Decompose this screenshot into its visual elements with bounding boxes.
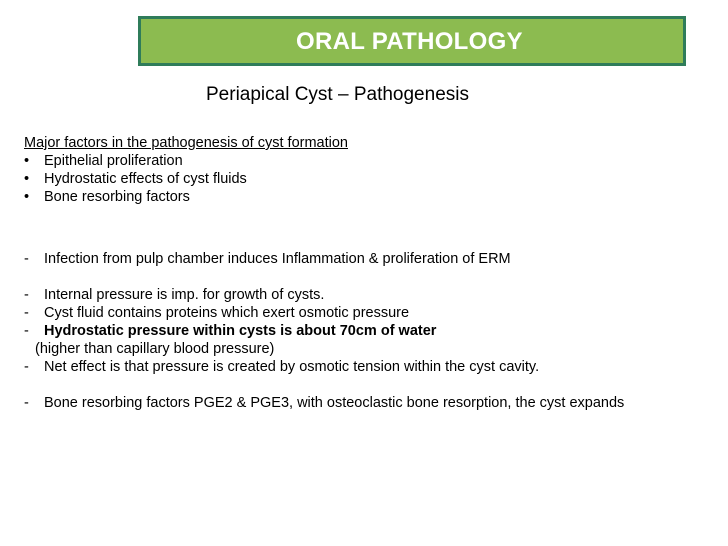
list-item [24, 170, 724, 188]
list-item-text: Internal pressure is imp. for growth of cysts. [44, 287, 325, 303]
slide-title: ORAL PATHOLOGY [296, 28, 523, 55]
list-item-text: Hydrostatic effects of cyst fluids [44, 171, 247, 187]
list-item [24, 188, 724, 206]
list-item-text: Bone resorbing factors [44, 189, 190, 205]
list-item [24, 322, 724, 340]
dash-marker: - [24, 359, 29, 375]
title-banner [138, 16, 686, 66]
spacer [24, 206, 724, 250]
list-item-text: Infection from pulp chamber induces Inflammation & proliferation of ERM [44, 251, 511, 267]
spacer [24, 376, 724, 394]
list-item [24, 250, 724, 268]
spacer [24, 268, 724, 286]
bullet-marker: • [24, 171, 30, 187]
list-item-text: Hydrostatic pressure within cysts is about 70cm of water [44, 323, 437, 339]
dash-marker: - [24, 323, 29, 339]
list-item [24, 286, 724, 304]
dash-marker: - [24, 287, 29, 303]
dash-marker: - [24, 305, 29, 321]
list-item-text: Net effect is that pressure is created by osmotic tension within the cyst cavity. [44, 359, 540, 375]
list-item [24, 358, 724, 376]
slide-subtitle: Periapical Cyst – Pathogenesis [206, 84, 469, 105]
list-item-text: Epithelial proliferation [44, 153, 183, 169]
list-item [24, 152, 724, 170]
dash-marker: - [24, 395, 29, 411]
dash-marker: - [24, 251, 29, 267]
list-item-text: Cyst fluid contains proteins which exert osmotic pressure [44, 305, 410, 321]
list-item-text: Bone resorbing factors PGE2 & PGE3, with osteoclastic bone resorption, the cyst expands [44, 395, 625, 411]
bullet-marker: • [24, 153, 30, 169]
factors-heading: Major factors in the pathogenesis of cyst formation [24, 135, 348, 151]
list-item [24, 304, 724, 322]
list-item-note: (higher than capillary blood pressure) [35, 341, 275, 357]
bullet-marker: • [24, 189, 30, 205]
list-item [24, 394, 724, 412]
slide-body [24, 134, 724, 412]
